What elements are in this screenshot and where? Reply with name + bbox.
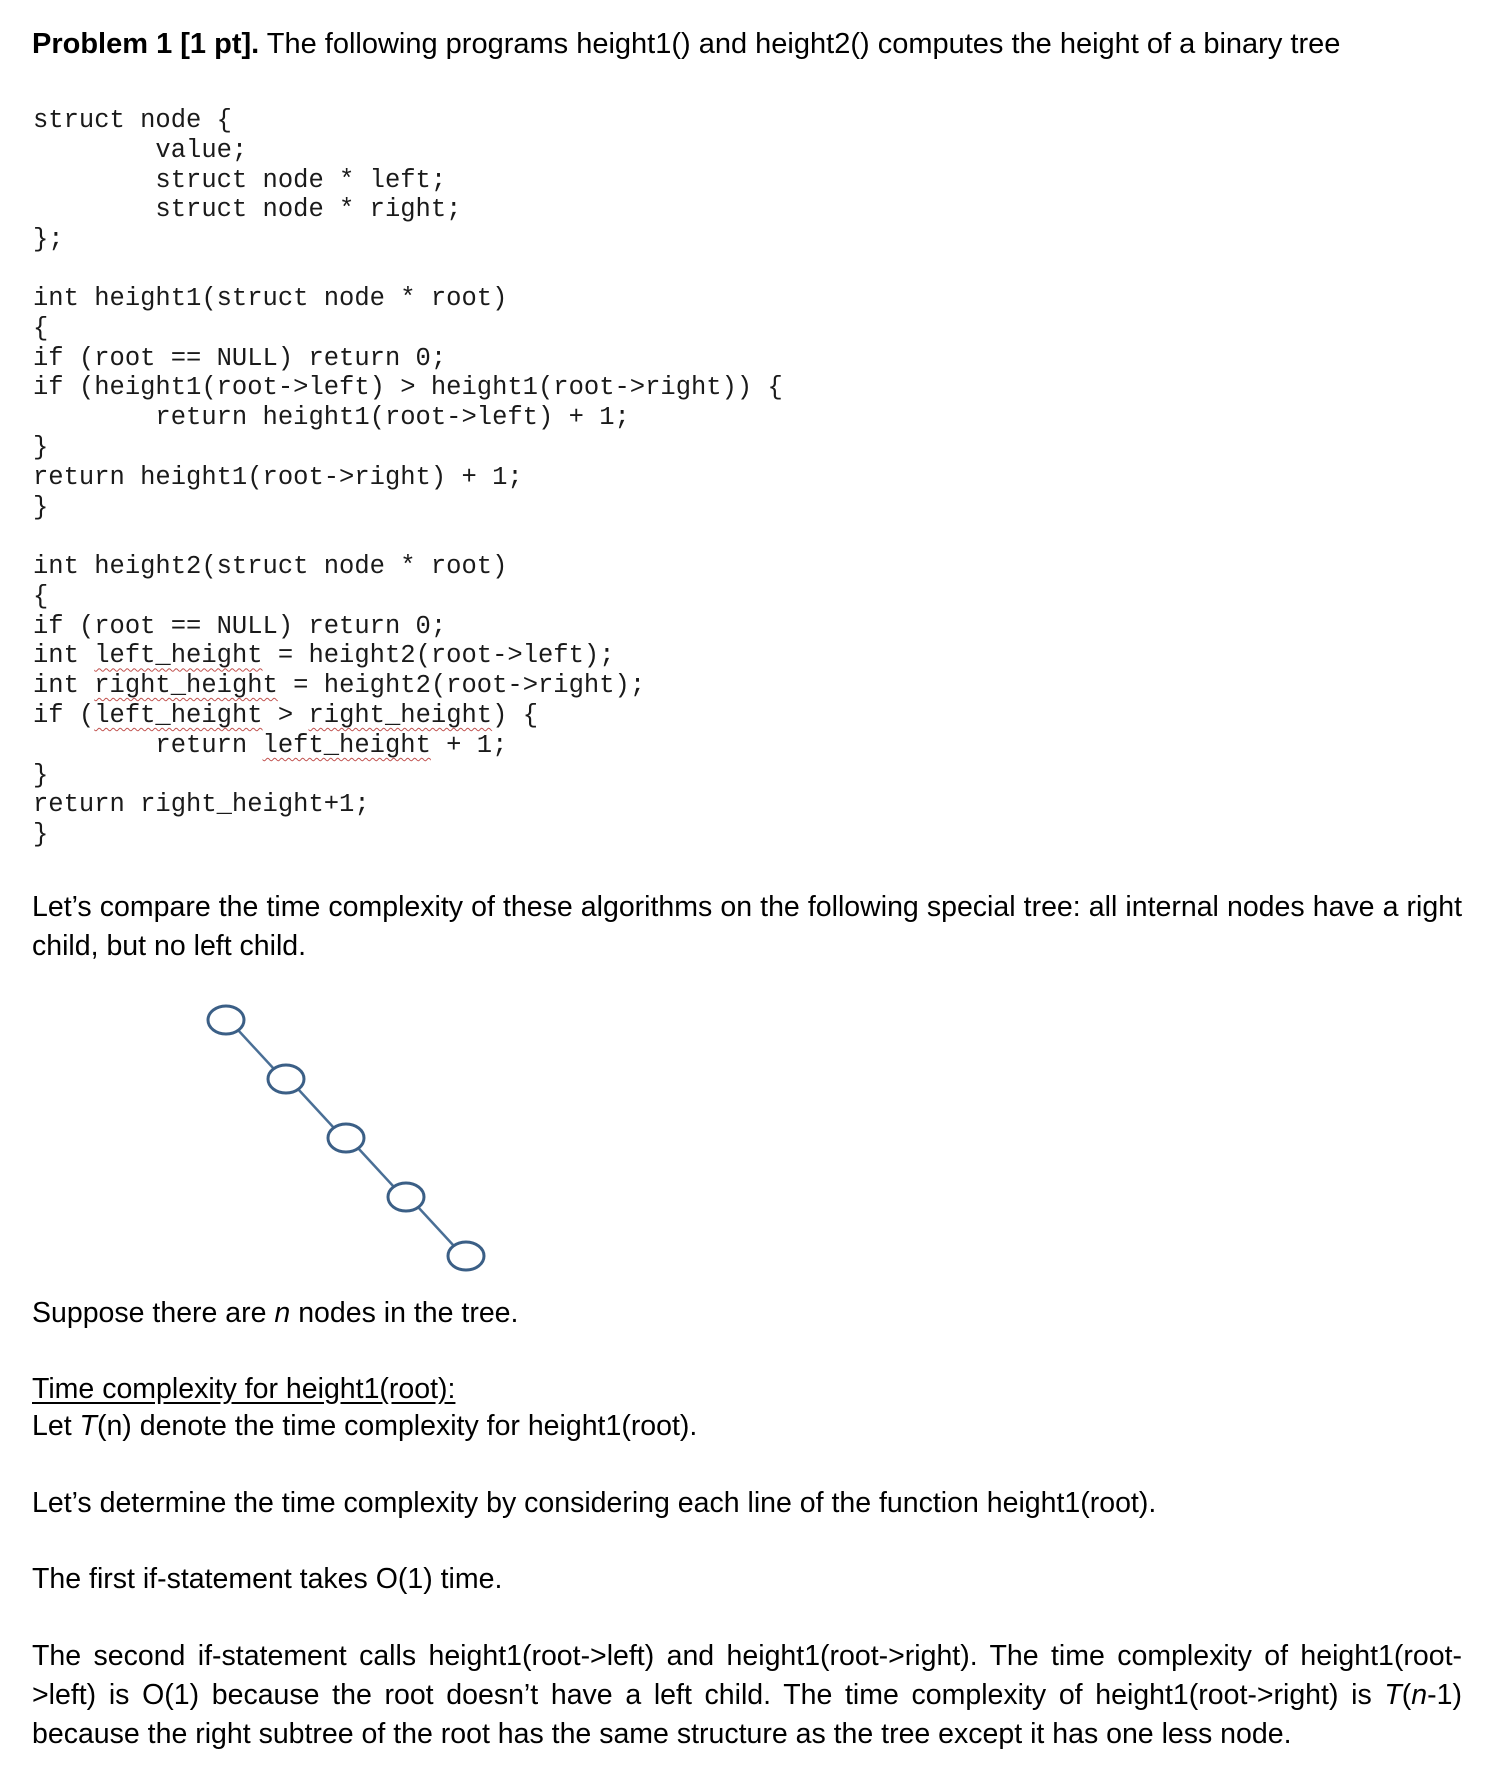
first-if-paragraph: The first if-statement takes O(1) time. bbox=[32, 1563, 503, 1595]
code-token: = height2(root->left); bbox=[262, 641, 615, 671]
tc-heading bbox=[32, 1370, 455, 1409]
code-token: ) { bbox=[492, 700, 539, 730]
problem-statement: The following programs height1() and height2() computes the height of a binary tree bbox=[266, 28, 1341, 60]
compare-paragraph: Let’s compare the time complexity of these algorithms on the following special tree: all internal nodes have a right child, but no left child. bbox=[32, 891, 1462, 962]
code-line: if (root == NULL) return 0; bbox=[33, 343, 447, 373]
spellcheck-variable: right_height bbox=[308, 700, 493, 730]
code-line: struct node * right; bbox=[33, 195, 462, 225]
tree-node bbox=[448, 1242, 484, 1270]
code-line: struct node { bbox=[33, 106, 232, 135]
code-token: + 1; bbox=[430, 730, 508, 760]
text-run: nodes in the tree. bbox=[290, 1297, 519, 1329]
code-line: return right_height+1; bbox=[33, 790, 370, 820]
code-line: return height1(root->right) + 1; bbox=[33, 462, 523, 492]
spellcheck-variable: right_height bbox=[94, 671, 278, 701]
code-line: }; bbox=[33, 225, 64, 255]
code-line: int height2(struct node * root) bbox=[33, 552, 508, 581]
suppose-paragraph bbox=[32, 1294, 518, 1333]
code-token: = height2(root->right); bbox=[277, 671, 646, 701]
tree-nodes bbox=[208, 1006, 484, 1270]
code-line: } bbox=[33, 432, 49, 462]
code-line: } bbox=[33, 820, 49, 850]
code-line: } bbox=[33, 760, 49, 790]
tc-heading-text: Time complexity for height1(root): bbox=[32, 1373, 456, 1405]
let-paragraph bbox=[32, 1407, 697, 1446]
code-token: int bbox=[33, 671, 95, 701]
code-line: int height1(struct node * root) bbox=[33, 284, 508, 313]
code-line: } bbox=[33, 492, 49, 522]
spellcheck-variable: left_height bbox=[94, 641, 263, 671]
tree-edge bbox=[418, 1207, 454, 1246]
code-token: int bbox=[33, 641, 95, 671]
tree-edge bbox=[238, 1030, 274, 1069]
text-run: -1) because the right subtree of the root has the same structure as the tree except it has one less node. bbox=[32, 1679, 1462, 1750]
spellcheck-variable: left_height bbox=[94, 700, 263, 730]
variable-n: n bbox=[1411, 1679, 1428, 1711]
code-line: if (root == NULL) return 0; bbox=[33, 611, 447, 641]
code-line: { bbox=[33, 313, 49, 343]
tree-node bbox=[268, 1065, 304, 1093]
text-run: Suppose there are bbox=[32, 1297, 275, 1329]
code-line: { bbox=[33, 581, 49, 611]
tree-edge bbox=[298, 1089, 334, 1128]
code-token: > bbox=[262, 700, 309, 730]
spellcheck-variable: left_height bbox=[262, 730, 431, 760]
variable-n: n bbox=[274, 1297, 291, 1329]
tree-node bbox=[328, 1124, 364, 1152]
determine-paragraph: Let’s determine the time complexity by considering each line of the function height1(root). bbox=[32, 1487, 1157, 1519]
variable-T: T bbox=[1384, 1679, 1402, 1711]
variable-T: T bbox=[79, 1410, 97, 1442]
text-run: ( bbox=[1401, 1679, 1412, 1711]
code-token: return bbox=[33, 730, 263, 760]
text-run: Let bbox=[32, 1410, 80, 1442]
tree-node bbox=[388, 1183, 424, 1211]
problem-heading: Problem 1 [1 pt]. bbox=[32, 28, 260, 60]
second-if-paragraph bbox=[32, 1637, 1462, 1754]
code-line: value; bbox=[33, 135, 248, 165]
code-line: if (height1(root->left) > height1(root->right)) { bbox=[33, 373, 783, 403]
code-token: if ( bbox=[33, 700, 95, 730]
text-run: (n) denote the time complexity for height1(root). bbox=[96, 1410, 698, 1442]
tree-edge bbox=[358, 1148, 394, 1187]
text-run: The second if-statement calls height1(root->left) and height1(root->right). The time complexity of height1(root->left) is O(1) because the root doesn’t have a left child. The time complexity of height1(root->right) is bbox=[32, 1640, 1462, 1711]
tree-node bbox=[208, 1006, 244, 1034]
code-line: return height1(root->left) + 1; bbox=[33, 403, 630, 433]
code-line: struct node * left; bbox=[33, 165, 447, 195]
